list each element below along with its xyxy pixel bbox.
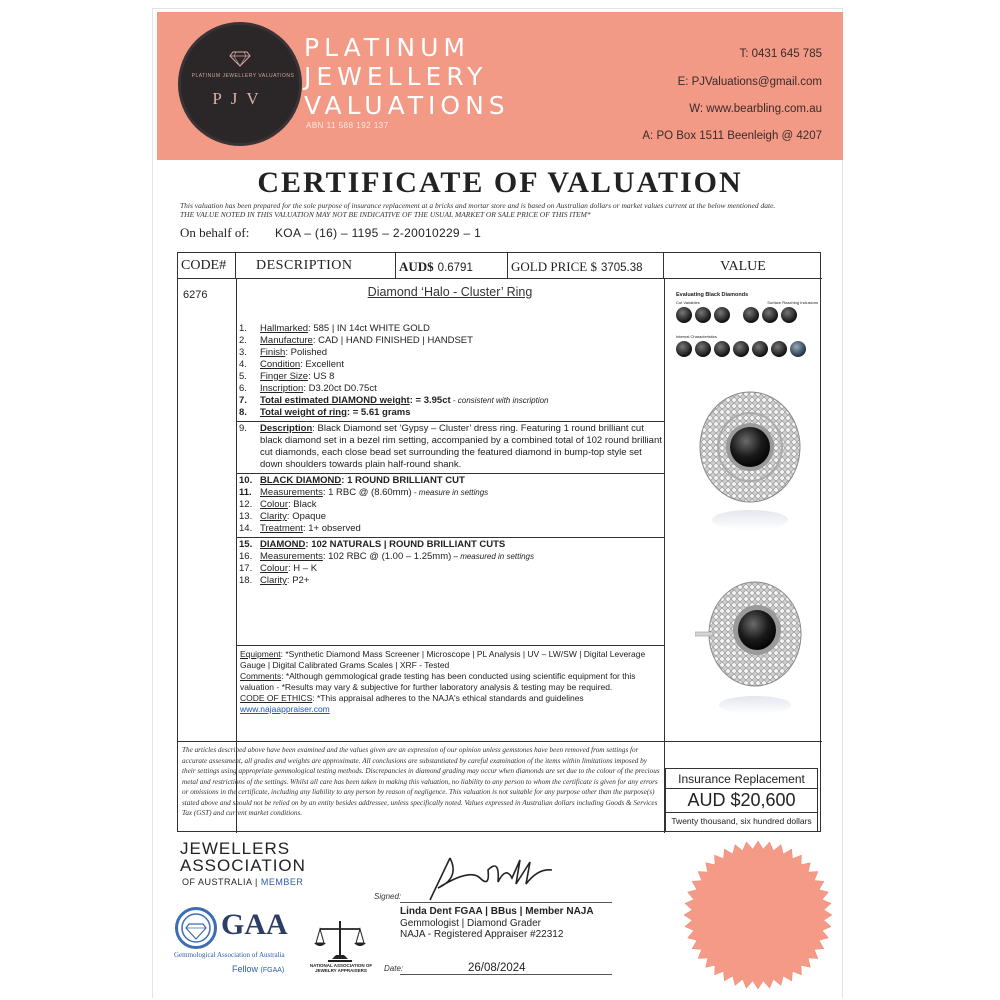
item-label: Hallmarked xyxy=(260,323,309,334)
item-number: 16. xyxy=(239,551,253,562)
list-item xyxy=(237,499,664,511)
signature xyxy=(420,848,560,904)
list-item xyxy=(237,475,664,487)
column-divider xyxy=(664,279,665,833)
equipment-text xyxy=(240,649,662,671)
list-item xyxy=(237,563,664,575)
gaa-logo-text: GAA xyxy=(221,908,288,941)
item-body xyxy=(260,395,549,407)
fellow-abbr: (FGAA) xyxy=(260,967,285,974)
item-label: Finger Size xyxy=(260,371,309,382)
item-number: 3. xyxy=(239,347,247,358)
signature-line xyxy=(400,902,612,903)
item-text: : 1 RBC @ (8.60mm) xyxy=(322,487,412,498)
ethics-text xyxy=(240,693,662,715)
item-text: : 1+ observed xyxy=(302,523,361,534)
jaa-line: ASSOCIATION xyxy=(180,856,306,875)
item-text: : H – K xyxy=(288,563,318,574)
item-number: 11. xyxy=(239,487,252,498)
ethics-value: : *This appraisal adheres to the NAJA's ethical standards and guidelines xyxy=(312,693,584,703)
stone-row xyxy=(676,341,822,362)
jaa-member-text: MEMBER xyxy=(260,877,304,887)
list-item xyxy=(237,347,664,359)
item-label: Inscription xyxy=(260,383,304,394)
date-line xyxy=(400,974,612,975)
item-text: : D3.20ct D0.75ct xyxy=(303,383,377,394)
jaa-logo xyxy=(180,840,306,874)
list-item xyxy=(237,323,664,335)
item-label: Total weight of ring xyxy=(260,407,347,418)
item-label: Treatment xyxy=(260,523,303,534)
stone-image xyxy=(676,341,692,357)
stone-image xyxy=(733,341,749,357)
item-text: : Excellent xyxy=(300,359,344,370)
header-value: VALUE xyxy=(664,253,822,279)
item-label: Total estimated DIAMOND weight xyxy=(260,395,410,406)
list-item xyxy=(237,395,664,407)
jaa-subtitle: OF AUSTRALIA | MEMBER xyxy=(182,877,304,887)
aud-label: AUD$ xyxy=(399,259,434,274)
behalf-label: On behalf of: xyxy=(180,225,250,240)
date-label: Date: xyxy=(384,964,404,973)
item-number: 12. xyxy=(239,499,253,510)
item-label: Colour xyxy=(260,499,288,510)
item-body xyxy=(260,475,465,487)
insurance-amount-words: Twenty thousand, six hundred dollars xyxy=(671,816,812,826)
contact-phone: T: 0431 645 785 xyxy=(739,48,822,60)
gaa-emblem xyxy=(175,907,217,949)
brand-line: PLATINUM xyxy=(304,33,470,62)
item-number: 5. xyxy=(239,371,247,382)
item-body xyxy=(260,371,334,383)
chart-label: Surface Reaching Inclusions xyxy=(767,300,818,305)
list-item xyxy=(237,359,664,371)
item-text: : US 8 xyxy=(308,371,335,382)
item-number: 17. xyxy=(239,563,253,574)
item-body xyxy=(260,407,411,419)
item-label: BLACK DIAMOND xyxy=(260,475,342,486)
item-note: - consistent with inscription xyxy=(450,396,549,405)
ring-photo-top xyxy=(695,385,805,535)
ring-title: Diamond ‘Halo - Cluster’ Ring xyxy=(367,285,533,299)
item-body xyxy=(260,523,361,535)
brand-name xyxy=(304,33,510,120)
item-label: DIAMOND xyxy=(260,539,306,550)
disclaimer xyxy=(180,201,830,219)
item-number: 2. xyxy=(239,335,247,346)
description-item xyxy=(237,423,664,471)
list-item xyxy=(237,335,664,347)
item-label: Condition xyxy=(260,359,301,370)
gaa-full-name: Gemmological Association of Australia xyxy=(174,951,285,959)
item-code: 6276 xyxy=(183,289,208,301)
fellow-label xyxy=(232,964,284,974)
comments-value: : *Although gemmological grade testing has been conducted using scientific equipment for this valuation - *Results may vary & subjective for further laboratory analysis & testing may be required. xyxy=(240,671,636,692)
stone-image xyxy=(752,341,768,357)
item-note: - measure in settings xyxy=(411,488,489,497)
item-number: 13. xyxy=(239,511,253,522)
item-text: : = 5.61 grams xyxy=(346,407,411,418)
item-text: : = 3.95ct xyxy=(409,395,451,406)
item-body xyxy=(260,335,473,347)
item-text: : Polished xyxy=(285,347,328,358)
signer-title: Gemmologist | Diamond Grader xyxy=(400,917,541,929)
disclaimer-line: This valuation has been prepared for the sole purpose of insurance replacement at a bricks and mortar store and is based on Australian dollars or market values current at the below mentioned date. xyxy=(180,201,776,210)
stone-row xyxy=(676,307,822,328)
item-label: Manufacture xyxy=(260,335,313,346)
signed-label: Signed: xyxy=(374,892,402,901)
item-text: : Opaque xyxy=(286,511,327,522)
naja-name: NATIONAL ASSOCIATION OF JEWELRY APPRAISERS xyxy=(309,963,373,973)
insurance-label: Insurance Replacement xyxy=(678,772,805,786)
seal-stamp xyxy=(683,840,833,990)
list-item xyxy=(237,407,664,419)
item-body xyxy=(260,383,377,395)
item-number: 6. xyxy=(239,383,247,394)
list-item xyxy=(237,575,664,587)
item-body xyxy=(260,563,317,575)
item-text: : Black xyxy=(288,499,317,510)
stone-image xyxy=(781,307,797,323)
chart-title: Evaluating Black Diamonds xyxy=(676,292,749,298)
equipment-section xyxy=(237,645,664,715)
item-body xyxy=(260,423,664,471)
company-logo xyxy=(178,22,302,146)
divider xyxy=(178,741,822,742)
contact-website[interactable]: W: www.bearbling.com.au xyxy=(689,103,822,115)
item-note: – measured in settings xyxy=(451,552,535,561)
stone-image xyxy=(714,341,730,357)
item-text: : CAD | HAND FINISHED | HANDSET xyxy=(312,335,473,346)
signer-block xyxy=(400,906,594,941)
ring-photo-angle xyxy=(695,572,805,722)
comments-label: Comments xyxy=(240,671,282,681)
stone-image xyxy=(771,341,787,357)
signer-name: Linda Dent FGAA | BBus | Member NAJA xyxy=(400,906,594,917)
evaluation-chart xyxy=(672,292,822,374)
item-body xyxy=(260,323,430,335)
item-label: Measurements xyxy=(260,487,323,498)
item-number: 18. xyxy=(239,575,253,586)
jaa-line: JEWELLERS xyxy=(180,839,291,858)
item-label: Finish xyxy=(260,347,286,358)
header-gold-price xyxy=(508,253,664,279)
item-text: : 1 ROUND BRILLIANT CUT xyxy=(341,475,465,486)
divider xyxy=(236,421,664,422)
diamond-icon xyxy=(178,910,214,946)
behalf-value: KOA – (16) – 1195 – 2-20010229 – 1 xyxy=(275,226,482,240)
logo-ring-text: PLATINUM JEWELLERY VALUATIONS xyxy=(191,73,295,79)
list-item xyxy=(237,371,664,383)
item-number: 10. xyxy=(239,475,253,486)
disclaimer-line: THE VALUE NOTED IN THIS VALUATION MAY NOT BE INDICATIVE OF THE USUAL MARKET OR SALE PRICE OF THIS ITEM* xyxy=(180,210,591,219)
brand-line: JEWELLERY xyxy=(304,62,488,91)
stone-image xyxy=(695,307,711,323)
header-aud xyxy=(396,253,508,279)
stone-image xyxy=(714,307,730,323)
list-item xyxy=(237,523,664,535)
item-body xyxy=(260,575,309,587)
insurance-amount: AUD $20,600 xyxy=(666,788,817,813)
item-body xyxy=(260,511,326,523)
item-number: 4. xyxy=(239,359,247,370)
naja-link[interactable]: www.najaappraiser.com xyxy=(240,704,330,714)
item-body xyxy=(260,499,317,511)
item-number: 14. xyxy=(239,523,253,534)
item-text: : 102 NATURALS | ROUND BRILLIANT CUTS xyxy=(305,539,506,550)
page-title: CERTIFICATE OF VALUATION xyxy=(257,166,743,199)
equipment-value: : *Synthetic Diamond Mass Screener | Microscope | PL Analysis | UV – LW/SW | Digital Leverage Gauge | Digital Calibrated Grams Scales | XRF - Tested xyxy=(240,649,646,670)
brand-line: VALUATIONS xyxy=(304,91,510,120)
divider xyxy=(236,473,664,474)
item-body xyxy=(260,347,327,359)
diamond-icon xyxy=(229,51,251,67)
logo-monogram: PJV xyxy=(212,89,268,108)
comments-text xyxy=(240,671,662,693)
item-number: 1. xyxy=(239,323,247,334)
list-item xyxy=(237,487,664,499)
item-label: Clarity xyxy=(260,511,287,522)
item-label: Description xyxy=(260,423,313,434)
item-number: 7. xyxy=(239,395,247,406)
gold-label: GOLD PRICE $ xyxy=(511,259,597,274)
item-text: : Black Diamond set ‘Gypsy – Cluster’ dress ring. Featuring 1 round brilliant cut black diamond set in a bezel rim setting, accompanied by a combined total of 102 round brilliant cut diamonds, each close bead set surrounding the featured diamond in bump-top style set down shoulders towards plain half-round shank. xyxy=(260,423,662,470)
stone-image xyxy=(790,341,806,357)
item-body xyxy=(260,551,534,563)
header-description: DESCRIPTION xyxy=(236,253,396,279)
list-item xyxy=(237,511,664,523)
stone-image xyxy=(695,341,711,357)
chart-row-labels xyxy=(676,300,818,305)
item-number: 8. xyxy=(239,407,247,418)
aud-value: 0.6791 xyxy=(437,262,473,274)
stone-image xyxy=(743,307,759,323)
gold-value: 3705.38 xyxy=(600,262,643,274)
item-text: : 102 RBC @ (1.00 – 1.25mm) xyxy=(322,551,452,562)
equipment-label: Equipment xyxy=(240,649,281,659)
list-item xyxy=(237,551,664,563)
signer-registration: NAJA - Registered Appraiser #22312 xyxy=(400,929,564,940)
legal-notice: The articles described above have been examined and the values given are an expression of our opinion unless gemstones have been removed from settings for accurate assessment, all grades and weights are approximate. All conclusions are substantiated by careful examination of the items within limitations imposed by their settings using appropriate gemmological testing methods. Discrepancies in diamond grading may occur when diamonds are set due to the colour of the precious metal and restrictions of the settings. Whilst all care has been taken in making this valuation, no liability to any person to whom the certificate is given for any errors or omissions in the certificate, including any liability to any person by reason of negligence. This valuation is not suitable for any purpose other than the purpose(s) stated above and should not be relied on by an entity besides addressee, unless specifically noted. Values expressed in Australian dollars including Goods & Services Tax (GST) and current market conditions. xyxy=(182,746,660,817)
stone-image xyxy=(762,307,778,323)
item-body xyxy=(260,487,488,499)
insurance-box xyxy=(665,768,818,832)
item-number: 9. xyxy=(239,423,247,434)
item-list xyxy=(237,323,664,587)
jaa-sub-text: OF AUSTRALIA xyxy=(182,877,253,887)
abn-number: ABN 11 588 192 137 xyxy=(306,121,389,130)
list-item xyxy=(237,539,664,551)
item-text: : P2+ xyxy=(286,575,310,586)
item-label: Colour xyxy=(260,563,288,574)
list-item xyxy=(237,383,664,395)
item-number: 15. xyxy=(239,539,253,550)
item-text: : 585 | IN 14ct WHITE GOLD xyxy=(308,323,430,334)
contact-address: A: PO Box 1511 Beenleigh @ 4207 xyxy=(642,130,822,142)
valuation-date: 26/08/2024 xyxy=(468,962,526,974)
chart-label: Cut Variables xyxy=(676,300,700,305)
item-label: Measurements xyxy=(260,551,323,562)
item-label: Clarity xyxy=(260,575,287,586)
stone-image xyxy=(676,307,692,323)
item-body xyxy=(260,359,344,371)
divider xyxy=(236,537,664,538)
contact-email[interactable]: E: PJValuations@gmail.com xyxy=(677,76,822,88)
header-code: CODE# xyxy=(178,253,236,279)
fellow-text: Fellow xyxy=(232,964,259,974)
item-body xyxy=(260,539,505,551)
ethics-label: CODE OF ETHICS xyxy=(240,693,313,703)
chart-label: Internal Characteristics xyxy=(676,334,717,339)
